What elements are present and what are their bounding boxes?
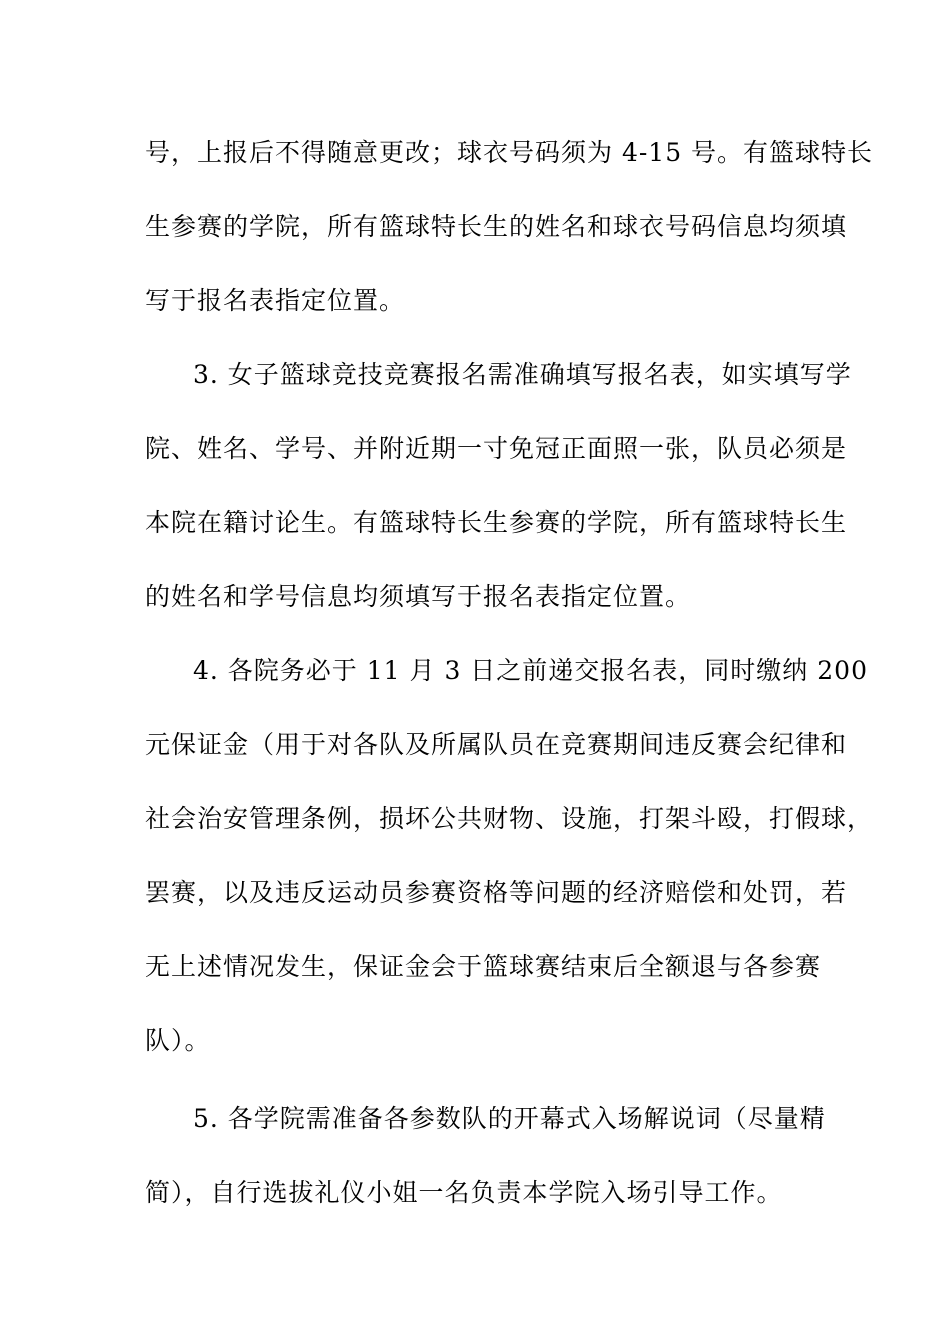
paragraph-line: 元保证金（用于对各队及所属队员在竞赛期间违反赛会纪律和 [145,730,848,759]
paragraph-line: 的姓名和学号信息均须填写于报名表指定位置。 [145,582,692,611]
paragraph-line: 5. 各学院需准备各参数队的开幕式入场解说词（尽量精 [193,1104,826,1133]
paragraph-line: 罢赛，以及违反运动员参赛资格等问题的经济赔偿和处罚，若 [145,878,848,907]
paragraph-line: 队）。 [145,1026,211,1055]
paragraph-line: 4. 各院务必于 11 月 3 日之前递交报名表，同时缴纳 200 [193,656,868,685]
paragraph-line: 简），自行选拔礼仪小姐一名负责本学院入场引导工作。 [145,1178,783,1207]
paragraph-line: 生参赛的学院，所有篮球特长生的姓名和球衣号码信息均须填 [145,212,848,241]
paragraph-line: 院、姓名、学号、并附近期一寸免冠正面照一张，队员必须是 [145,434,848,463]
paragraph-line: 社会治安管理条例，损坏公共财物、设施，打架斗殴，打假球， [145,804,874,833]
paragraph-line: 写于报名表指定位置。 [145,286,406,315]
paragraph-line: 无上述情况发生，保证金会于篮球赛结束后全额退与各参赛 [145,952,822,981]
paragraph-line: 号，上报后不得随意更改；球衣号码须为 4-15 号。有篮球特长 [145,138,874,167]
paragraph-line: 3. 女子篮球竞技竞赛报名需准确填写报名表，如实填写学 [193,360,852,389]
paragraph-line: 本院在籍讨论生。有篮球特长生参赛的学院，所有篮球特长生 [145,508,848,537]
